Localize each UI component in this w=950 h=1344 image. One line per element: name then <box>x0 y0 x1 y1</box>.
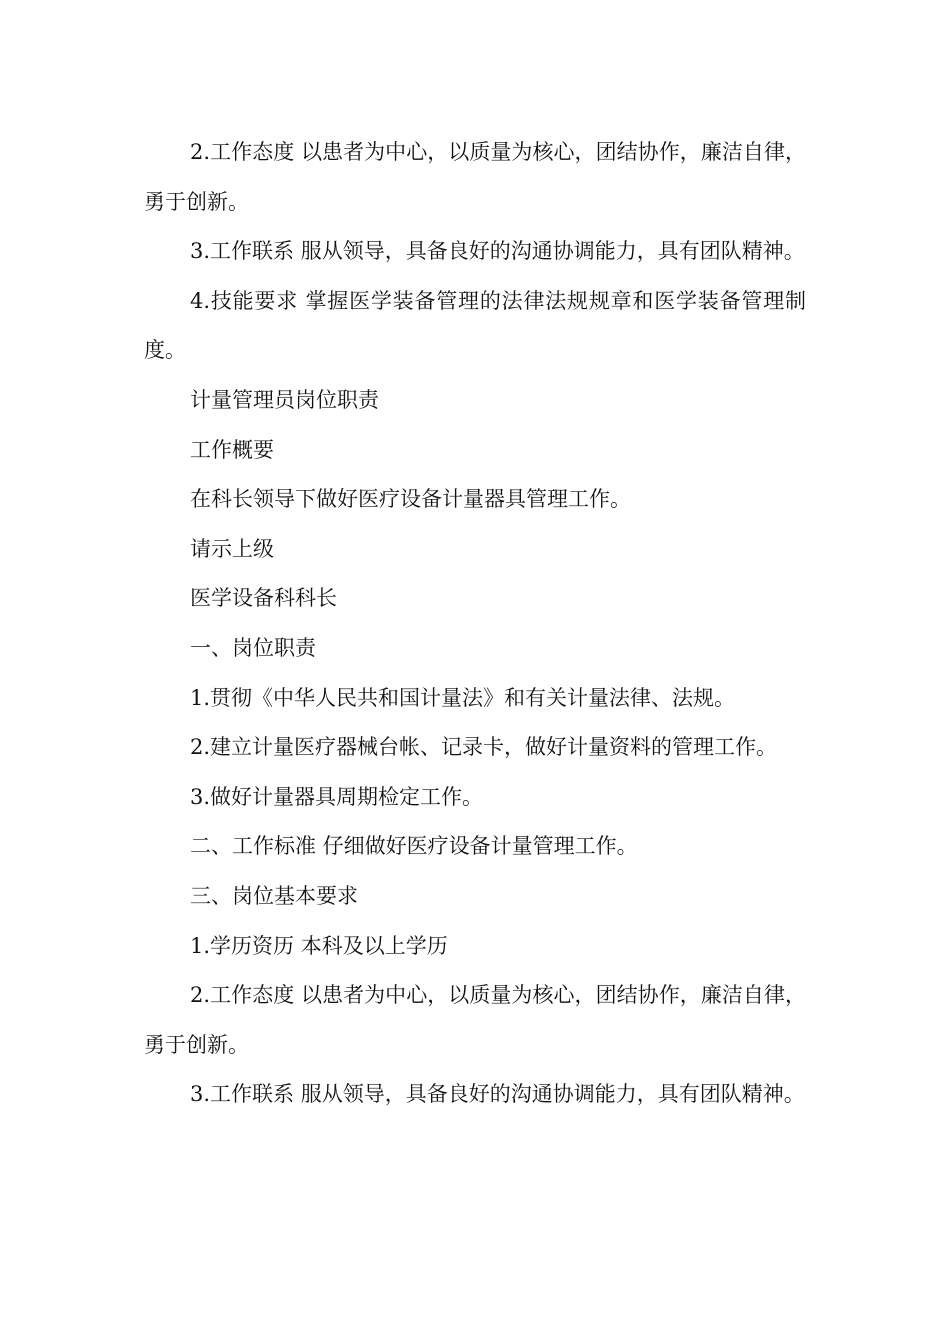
list-item: 3.工作联系 服从领导，具备良好的沟通协调能力，具有团队精神。 <box>190 1082 805 1107</box>
paragraph-work-contact: 3.工作联系 服从领导，具备良好的沟通协调能力，具有团队精神。 <box>190 239 805 264</box>
list-item: 2.工作态度 以患者为中心，以质量为核心，团结协作，廉洁自律，勇于创新。 <box>144 983 806 1057</box>
section-title: 计量管理员岗位职责 <box>190 387 379 412</box>
paragraph-work-attitude: 2.工作态度 以患者为中心，以质量为核心，团结协作，廉洁自律，勇于创新。 <box>144 140 806 214</box>
document-page <box>144 128 806 1120</box>
heading-duties: 一、岗位职责 <box>190 635 316 660</box>
heading-basic-requirements: 三、岗位基本要求 <box>190 883 358 908</box>
paragraph-skill-requirements: 4.技能要求 掌握医学装备管理的法律法规规章和医学装备管理制度。 <box>144 288 806 363</box>
list-item: 1.学历资历 本科及以上学历 <box>190 933 448 958</box>
list-item: 1.贯彻《中华人民共和国计量法》和有关计量法律、法规。 <box>190 685 736 710</box>
heading-report-to: 请示上级 <box>190 536 274 561</box>
heading-work-overview: 工作概要 <box>190 437 274 462</box>
list-item: 3.做好计量器具周期检定工作。 <box>190 784 484 809</box>
paragraph-overview: 在科长领导下做好医疗设备计量器具管理工作。 <box>190 487 631 512</box>
list-item: 2.建立计量医疗器械台帐、记录卡，做好计量资料的管理工作。 <box>190 735 778 760</box>
paragraph-superior: 医学设备科科长 <box>190 586 337 611</box>
heading-work-standard: 二、工作标准 仔细做好医疗设备计量管理工作。 <box>190 834 638 859</box>
